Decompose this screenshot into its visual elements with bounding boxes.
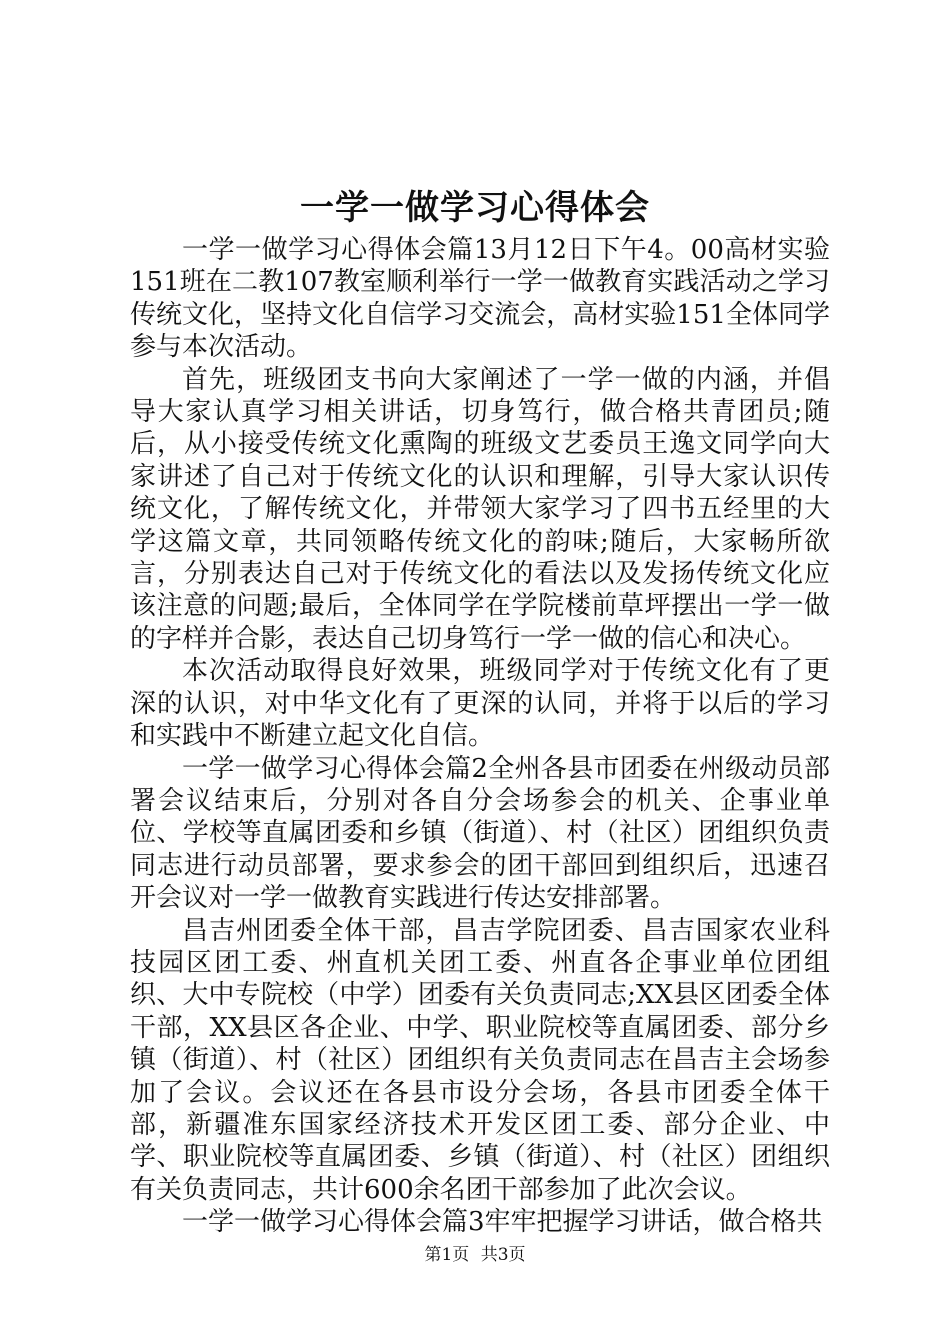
page-footer bbox=[0, 1242, 950, 1268]
paragraph: 一学一做学习心得体会篇3牢牢把握学习讲话，做合格共 bbox=[182, 1207, 823, 1238]
document-title: 一学一做学习心得体会 bbox=[300, 188, 650, 228]
paragraph: 本次活动取得良好效果，班级同学对于传统文化有了更深的认识，对中华文化有了更深的认同，并将于以后的学习和实践中不断建立起文化自信。 bbox=[130, 656, 830, 752]
paragraph: 首先，班级团支书向大家阐述了一学一做的内涵，并倡导大家认真学习相关讲话，切身笃行，做合格共青团员;随后，从小接受传统文化熏陶的班级文艺委员王逸文同学向大家讲述了自己对于传统文化的认识和理解，引导大家认识传统文化，了解传统文化，并带领大家学习了四书五经里的大学这篇文章，共同领略传统文化的韵味;随后，大家畅所欲言，分别表达自己对于传统文化的看法以及发扬传统文化应该注意的问题;最后，全体同学在学院楼前草坪摆出一学一做的字样并合影，表达自己切身笃行一学一做的信心和决心。 bbox=[130, 364, 830, 654]
paragraph: 一学一做学习心得体会篇13月12日下午4。00高材实验151班在二教107教室顺利举行一学一做教育实践活动之学习传统文化，坚持文化自信学习交流会，高材实验151全体同学参与本次活动。 bbox=[130, 235, 830, 363]
paragraph: 一学一做学习心得体会篇2全州各县市团委在州级动员部署会议结束后，分别对各自分会场参会的机关、企事业单位、学校等直属团委和乡镇（街道）、村（社区）团组织负责同志进行动员部署，要求参会的团干部回到组织后，迅速召开会议对一学一做教育实践进行传达安排部署。 bbox=[130, 753, 830, 914]
page-total: 共3页 bbox=[480, 1245, 526, 1265]
document-body bbox=[130, 234, 830, 1239]
paragraph: 昌吉州团委全体干部，昌吉学院团委、昌吉国家农业科技园区团工委、州直机关团工委、州直各企事业单位团组织、大中专院校（中学）团委有关负责同志;XX县区团委全体干部，XX县区各企业、中学、职业院校等直属团委、部分乡镇（街道）、村（社区）团组织有关负责同志在昌吉主会场参加了会议。会议还在各县市设分会场，各县市团委全体干部，新疆准东国家经济技术开发区团工委、部分企业、中学、职业院校等直属团委、乡镇（街道）、村（社区）团组织有关负责同志，共计600余名团干部参加了此次会议。 bbox=[130, 915, 830, 1205]
page-number: 第1页 bbox=[424, 1245, 470, 1265]
